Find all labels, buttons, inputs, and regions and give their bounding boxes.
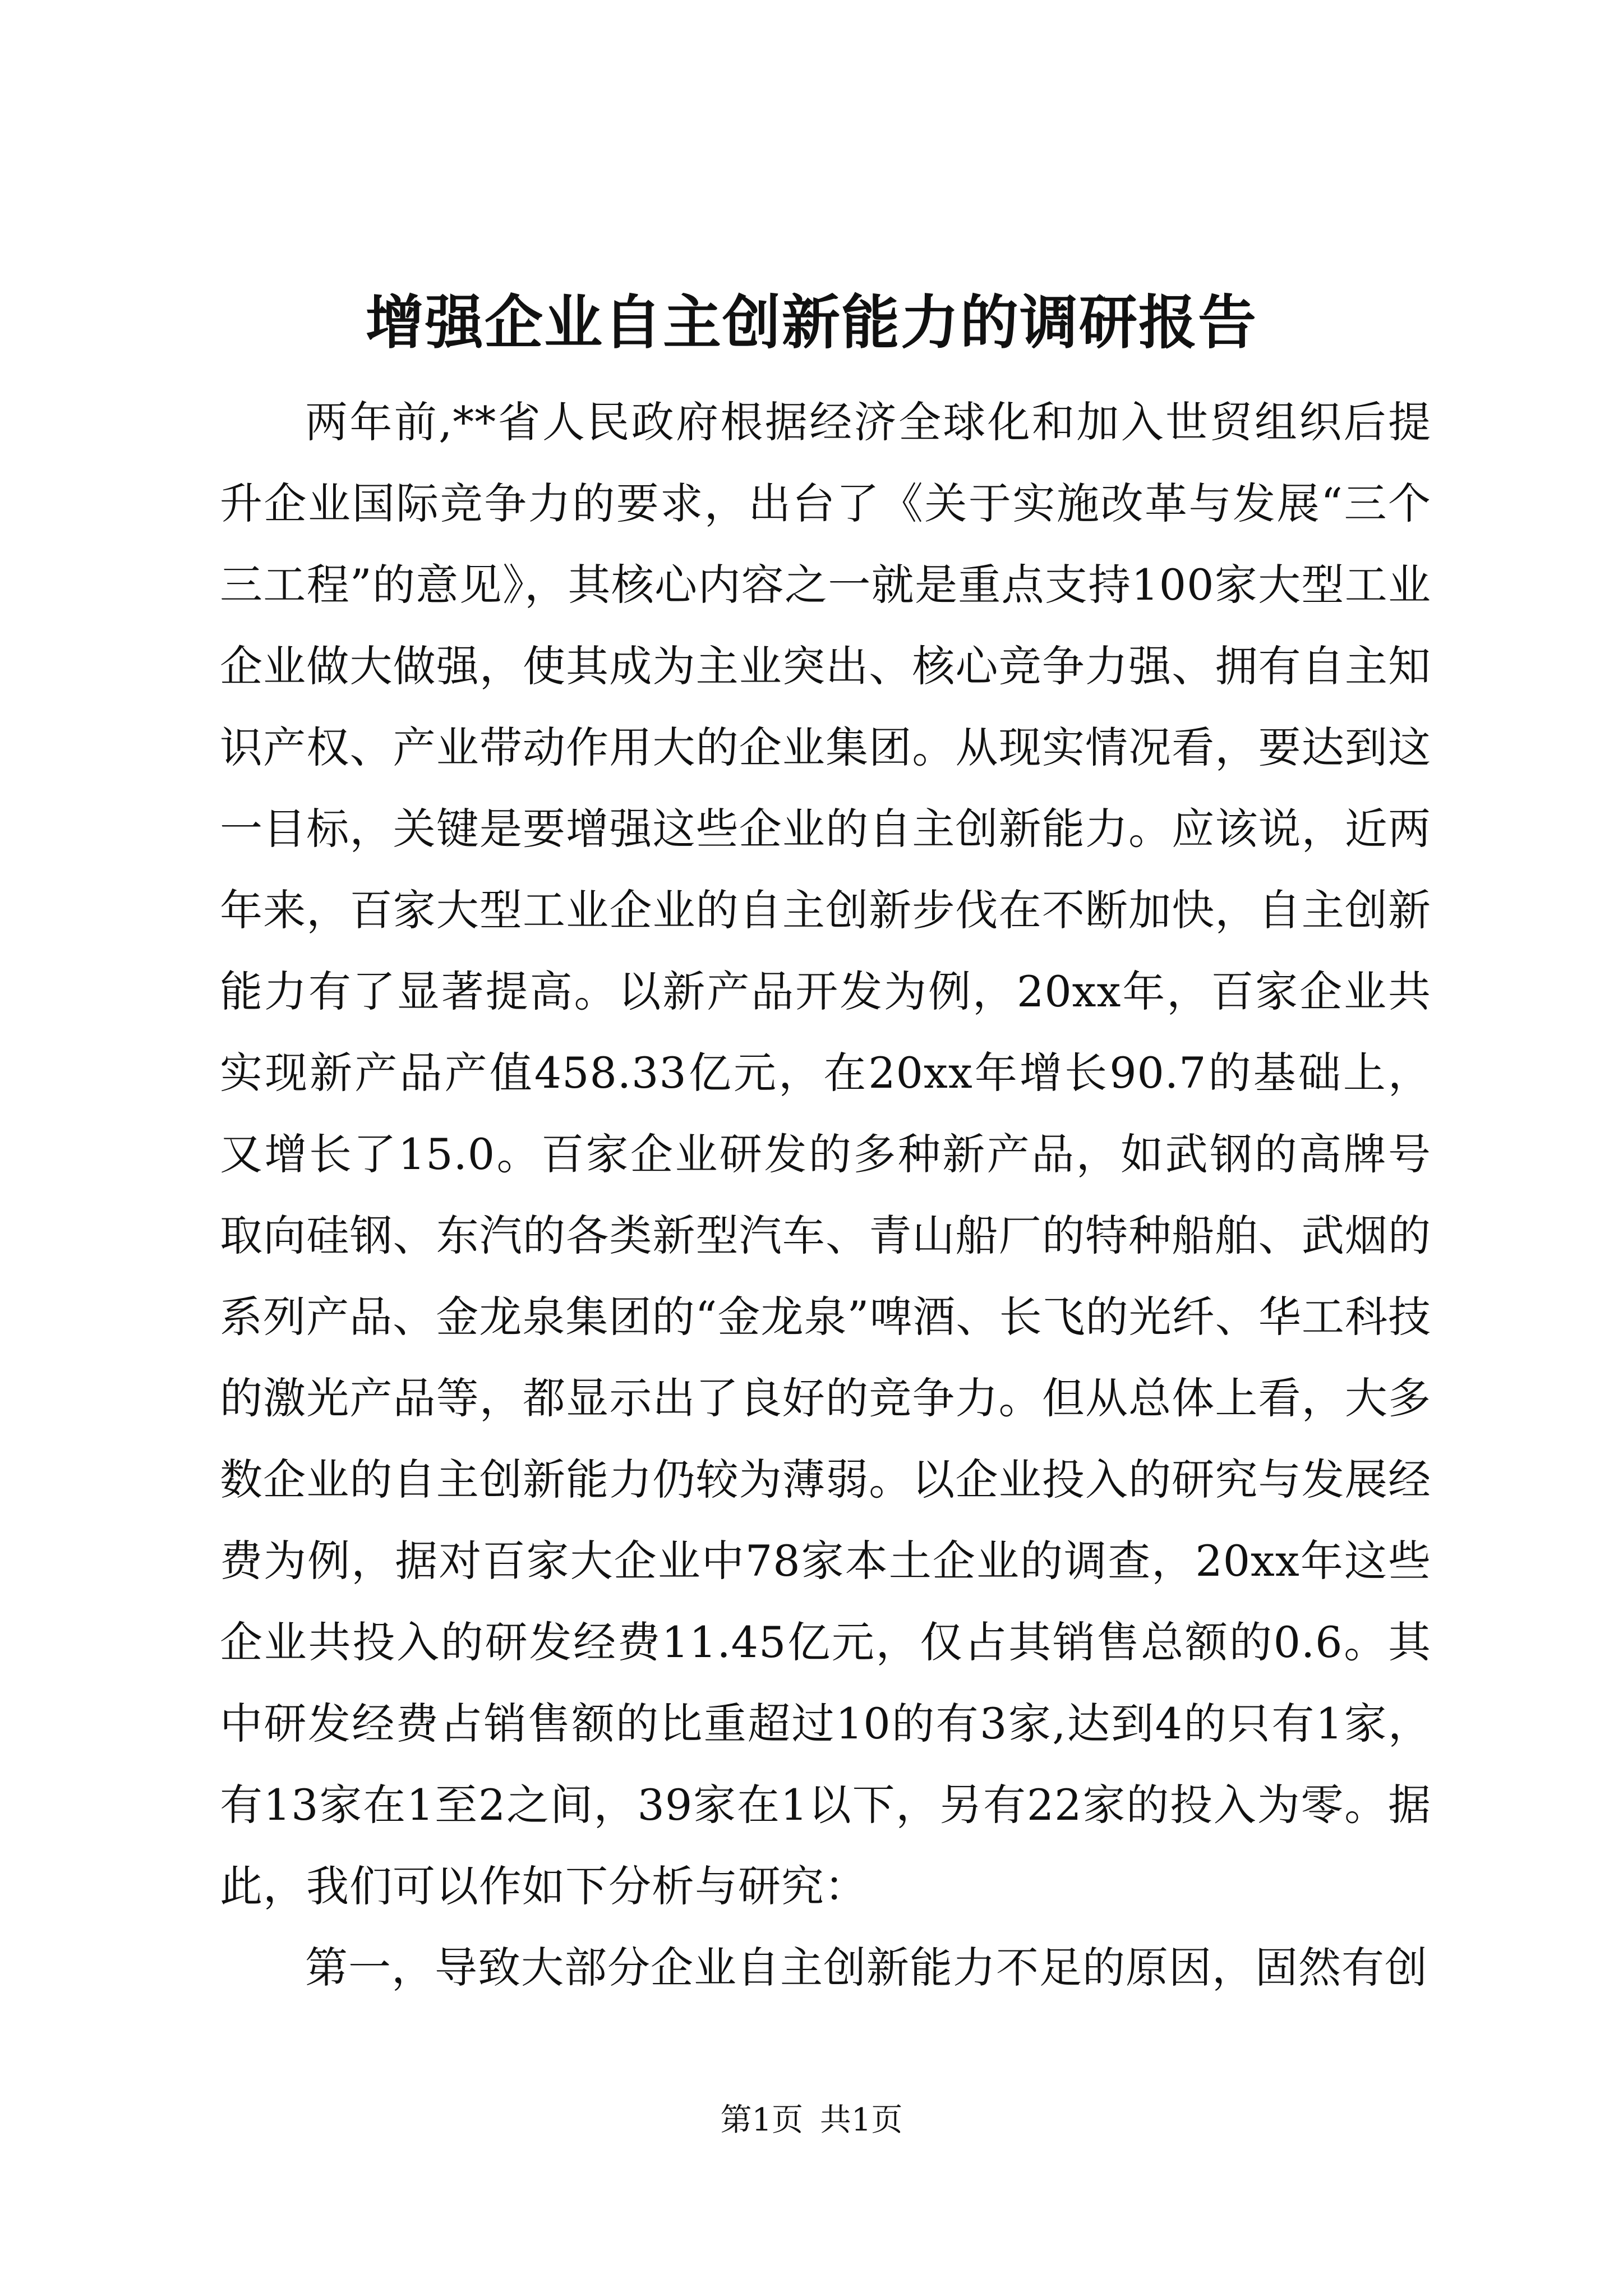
page-footer (0, 2098, 1623, 2143)
page-total: 共1页 (819, 2102, 903, 2138)
document-title: 增强企业自主创新能力的调研报告 (365, 288, 1257, 357)
document-body (220, 381, 1431, 2008)
paragraph-1: 两年前,**省人民政府根据经济全球化和加入世贸组织后提升企业国际竞争力的要求，出台了《关于实施改革与发展“三个三工程”的意见》，其核心内容之一就是重点支持100家大型工业企业做大做强，使其成为主业突出、核心竞争力强、拥有自主知识产权、产业带动作用大的企业集团。从现实情况看，要达到这一目标，关键是要增强这些企业的自主创新能力。应该说，近两年来，百家大型工业企业的自主创新步伐在不断加快，自主创新能力有了显著提高。以新产品开发为例，20xx年，百家企业共实现新产品产值458.33亿元，在20xx年增长90.7的基础上，又增长了15.0。百家企业研发的多种新产品，如武钢的高牌号取向硅钢、东汽的各类新型汽车、青山船厂的特种船舶、武烟的系列产品、金龙泉集团的“金龙泉”啤酒、长飞的光纤、华工科技的激光产品等，都显示出了良好的竞争力。但从总体上看，大多数企业的自主创新能力仍较为薄弱。以企业投入的研究与发展经费为例，据对百家大企业中78家本土企业的调查，20xx年这些企业共投入的研发经费11.45亿元，仅占其销售总额的0.6。其中研发经费占销售额的比重超过10的有3家,达到4的只有1家，有13家在1至2之间，39家在1以下，另有22家的投入为零。据此，我们可以作如下分析与研究： (220, 397, 1431, 1911)
page-number: 第1页 (720, 2102, 804, 2138)
paragraph-2: 第一，导致大部分企业自主创新能力不足的原因，固然有创 (305, 1943, 1428, 1993)
